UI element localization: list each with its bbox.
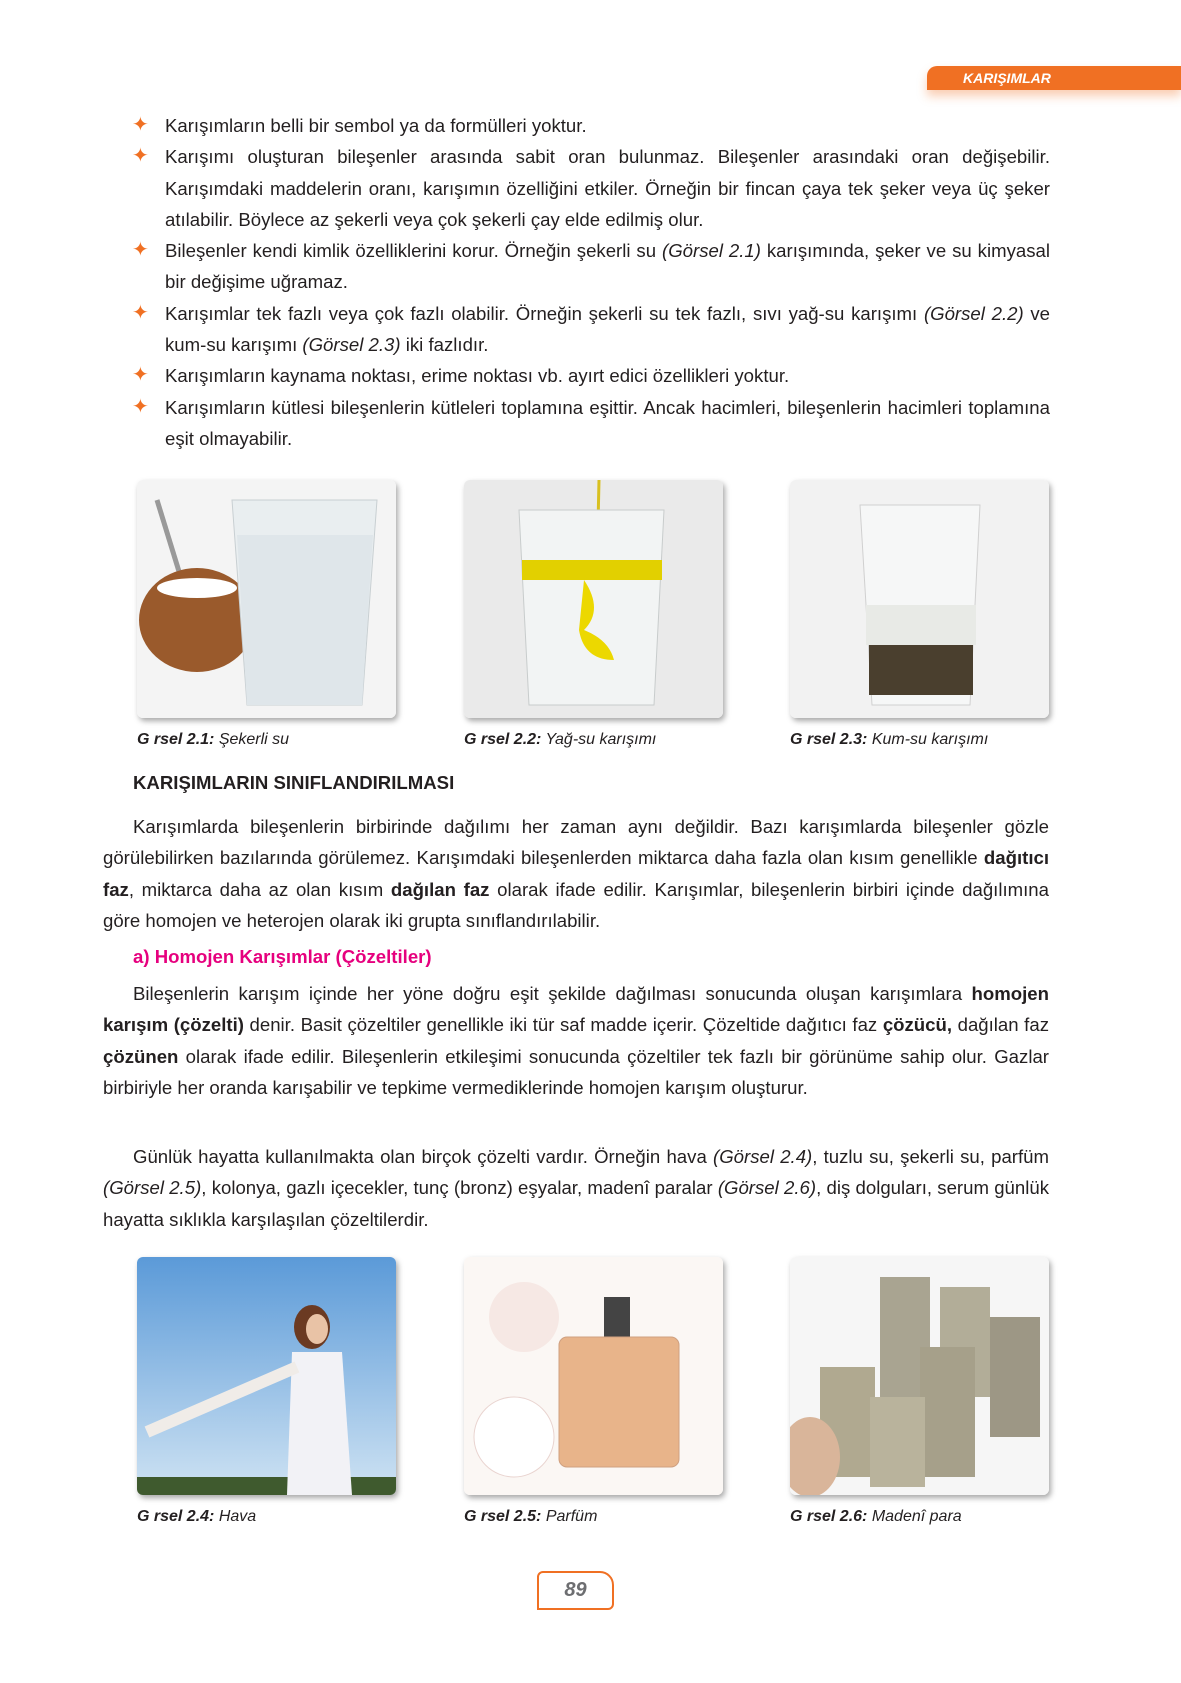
- bullet-text: ve kum-su karışımı: [165, 302, 1051, 356]
- list-item: [132, 110, 1050, 141]
- figure-ref: (Görsel 2.1): [662, 240, 761, 262]
- caption-text: Hava: [218, 1508, 257, 1525]
- figure-ref: (Görsel 2.5): [103, 1177, 202, 1199]
- text: , diş dolguları, serum günlük hayatta sıklıkla karşılaşılan çözeltilerdir.: [103, 1177, 1049, 1230]
- caption-text: Kum-su karışımı: [871, 731, 989, 748]
- list-item: [132, 298, 1050, 361]
- figure-air: [137, 1257, 396, 1495]
- text: olarak ifade edilir. Bileşenlerin etkileşimi sonucunda çözeltiler tek fazlı bir görünüme sahip olur. Gazlar birbiriyle her oranda karışabilir ve tepkime vermediklerinde homojen karışım oluşturur.: [103, 1045, 1049, 1098]
- caption-label: G rsel 2.1:: [137, 731, 215, 748]
- star-bullet-icon: ✦: [132, 239, 149, 262]
- figure-ref: (Görsel 2.3): [302, 334, 401, 356]
- caption-label: G rsel 2.5:: [464, 1508, 542, 1525]
- figure-ref: (Görsel 2.4): [713, 1146, 813, 1167]
- page-number: 89: [537, 1571, 614, 1610]
- text: dağılan faz: [952, 1014, 1049, 1036]
- text: denir. Basit çözeltiler genellikle iki tür saf madde içerir. Çözeltide dağıtıcı faz: [243, 1014, 883, 1036]
- list-item: [132, 141, 1050, 235]
- caption-label: G rsel 2.2:: [464, 731, 542, 748]
- figure-caption: [790, 731, 988, 749]
- caption-label: G rsel 2.6:: [790, 1508, 868, 1525]
- figure-coins: [790, 1257, 1049, 1495]
- subsection-heading: a) Homojen Karışımlar (Çözeltiler): [133, 946, 432, 967]
- figure-sand-water: [790, 480, 1049, 718]
- bullet-text: iki fazlıdır.: [400, 334, 489, 356]
- caption-label: G rsel 2.4:: [137, 1508, 215, 1525]
- star-bullet-icon: ✦: [132, 301, 149, 324]
- figure-caption: [137, 1508, 256, 1526]
- bullet-text: karışımında, şeker ve su kimyasal bir değişime uğramaz.: [165, 240, 1050, 293]
- term: dağıtıcı faz: [103, 847, 1049, 900]
- text: , miktarca daha az olan kısım: [128, 878, 391, 900]
- bullet-text: Karışımlar tek fazlı veya çok fazlı olabilir. Örneğin şekerli su tek fazlı, sıvı yağ-su karışımı: [165, 302, 924, 324]
- figure-caption: [137, 731, 289, 749]
- bullet-text: Karışımı oluşturan bileşenler arasında sabit oran bulunmaz. Bileşenler arasındaki oran değişebilir. Karışımdaki maddelerin oranı, karışımın özelliğini etkiler. Örneğin bir fincan çaya tek şeker veya üç şeker atılabilir. Böylece az şekerli veya çok şekerli çay elde edilmiş olur.: [165, 146, 1050, 230]
- term: dağılan faz: [390, 878, 490, 900]
- text: Günlük hayatta kullanılmakta olan birçok çözelti vardır. Örneğin hava: [133, 1146, 714, 1167]
- bullet-text: Bileşenler kendi kimlik özelliklerini korur. Örneğin şekerli su: [165, 240, 663, 262]
- figure-perfume: [464, 1257, 723, 1495]
- paragraph: [103, 978, 1049, 1103]
- bullet-text: Karışımların belli bir sembol ya da formülleri yoktur.: [165, 115, 587, 136]
- figure-sugar-water: [137, 480, 396, 718]
- bullet-text: Karışımların kaynama noktası, erime noktası vb. ayırt edici özellikleri yoktur.: [165, 365, 790, 387]
- section-heading: KARIŞIMLARIN SINIFLANDIRILMASI: [133, 772, 455, 793]
- caption-label: G rsel 2.3:: [790, 731, 868, 748]
- figure-ref: (Görsel 2.2): [923, 302, 1024, 324]
- figure-caption: [790, 1508, 962, 1526]
- figure-caption: [464, 731, 656, 749]
- term: homojen karışım (çözelti): [103, 983, 1049, 1036]
- term: çözücü,: [882, 1014, 953, 1036]
- caption-text: Şekerli su: [218, 731, 290, 748]
- bullet-text: Karışımların kütlesi bileşenlerin kütleleri toplamına eşittir. Ancak hacimleri, bileşenlerin hacimleri toplamına eşit olmayabilir.: [165, 396, 1050, 449]
- paragraph: [103, 811, 1049, 936]
- paragraph: [103, 1141, 1049, 1235]
- figure-ref: (Görsel 2.6): [717, 1177, 817, 1199]
- text: olarak ifade edilir. Karışımlar, bileşenlerin birbiri içinde dağılımına göre homojen ve heterojen olarak iki grupta sınıflandırılabilir.: [103, 878, 1049, 931]
- star-bullet-icon: ✦: [132, 145, 149, 168]
- section-tab: KARIŞIMLAR: [927, 66, 1181, 90]
- figure-caption: [464, 1508, 597, 1526]
- caption-text: Madenî para: [871, 1508, 962, 1525]
- caption-text: Parfüm: [545, 1508, 598, 1525]
- star-bullet-icon: ✦: [132, 364, 149, 387]
- term: çözünen: [103, 1045, 179, 1067]
- list-item: [132, 235, 1050, 298]
- list-item: [132, 360, 1050, 391]
- star-bullet-icon: ✦: [132, 395, 149, 418]
- text: , kolonya, gazlı içecekler, tunç (bronz) eşyalar, madenî paralar: [201, 1177, 718, 1199]
- text: Karışımlarda bileşenlerin birbirinde dağılımı her zaman aynı değildir. Bazı karışımlarda bileşenler gözle görülebilirken bazılarında görülemez. Karışımdaki bileşenlerden miktarca daha fazla olan kısım genellikle: [103, 816, 1049, 869]
- text: , tuzlu su, şekerli su, parfüm: [812, 1146, 1049, 1167]
- caption-text: Yağ-su karışımı: [545, 731, 657, 748]
- text: Bileşenlerin karışım içinde her yöne doğru eşit şekilde dağılması sonucunda oluşan karışımlara: [133, 983, 972, 1004]
- list-item: [132, 392, 1050, 455]
- figure-oil-water: [464, 480, 723, 718]
- bullet-list: [132, 110, 1050, 454]
- star-bullet-icon: ✦: [132, 114, 149, 136]
